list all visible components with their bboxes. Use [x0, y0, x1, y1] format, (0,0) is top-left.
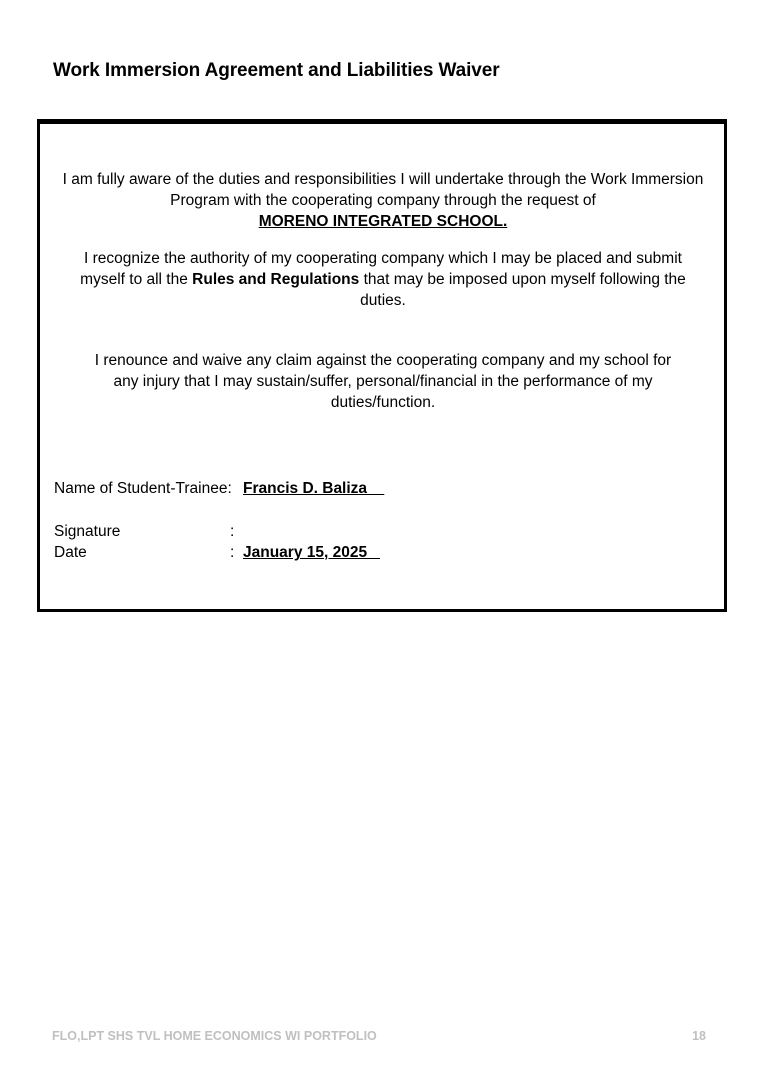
student-name-row — [54, 478, 385, 499]
page-number: 18 — [692, 1029, 706, 1043]
agreement-box — [37, 119, 727, 612]
waiver-paragraph: I renounce and waive any claim against the cooperating company and my school for any injury that I may sustain/suffer, personal/financial in the performance of my duties/function. — [94, 352, 672, 411]
awareness-text: I am fully aware of the duties and responsibilities I will undertake through the Work Immersion Program with the cooperating company through the request of — [62, 171, 704, 209]
page-footer — [52, 1029, 706, 1043]
awareness-paragraph — [56, 169, 710, 232]
rules-and-regulations: Rules and Regulations — [192, 271, 360, 288]
date-colon: : — [230, 544, 235, 561]
date-row — [54, 542, 381, 563]
page-title: Work Immersion Agreement and Liabilities Waiver — [53, 60, 500, 81]
date-value: January 15, 2025 — [243, 544, 381, 561]
authority-text-before: I recognize the authority of my cooperating company which I may be placed and submit myself to all the — [80, 250, 682, 288]
footer-text: FLO,LPT SHS TVL HOME ECONOMICS WI PORTFOLIO — [52, 1029, 377, 1043]
signature-colon: : — [230, 523, 235, 540]
student-name-label: Name of Student-Trainee: — [54, 480, 232, 497]
signature-row — [54, 521, 235, 542]
authority-text-after: that may be imposed upon myself following the duties. — [359, 271, 686, 309]
signature-label: Signature — [54, 523, 121, 540]
authority-paragraph — [70, 248, 696, 311]
student-name-value: Francis D. Baliza — [243, 480, 385, 497]
date-label: Date — [54, 544, 87, 561]
school-name: MORENO INTEGRATED SCHOOL. — [258, 213, 508, 230]
